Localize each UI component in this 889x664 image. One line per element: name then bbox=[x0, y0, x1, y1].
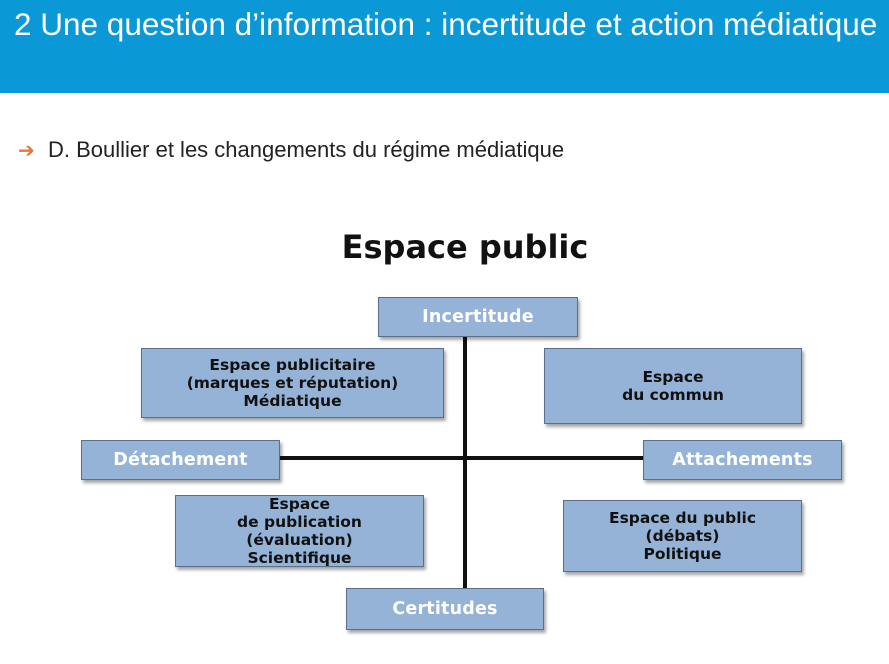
diagram-title: Espace public bbox=[341, 228, 589, 266]
axis-detachement-box: Détachement bbox=[81, 440, 280, 480]
title-bar bbox=[0, 0, 889, 93]
axis-certitudes-box: Certitudes bbox=[346, 588, 544, 630]
axis-incertitude-box: Incertitude bbox=[378, 297, 578, 337]
bullet-point bbox=[18, 134, 564, 166]
bullet-text: D. Boullier et les changements du régime médiatique bbox=[48, 137, 565, 162]
quadrant-top-right-box: Espace du commun bbox=[544, 348, 802, 424]
quadrant-top-left-box: Espace publicitaire (marques et réputation) Médiatique bbox=[141, 348, 444, 418]
slide-title: 2 Une question d’information : incertitude et action médiatique bbox=[14, 6, 878, 42]
vertical-axis-line bbox=[463, 336, 467, 589]
axis-attachements-box: Attachements bbox=[643, 440, 842, 480]
horizontal-axis-line bbox=[278, 456, 644, 460]
quadrant-bottom-right-box: Espace du public (débats) Politique bbox=[563, 500, 802, 572]
arrow-right-icon: ➔ bbox=[18, 138, 35, 162]
quadrant-bottom-left-box: Espace de publication (évaluation) Scientifique bbox=[175, 495, 424, 567]
